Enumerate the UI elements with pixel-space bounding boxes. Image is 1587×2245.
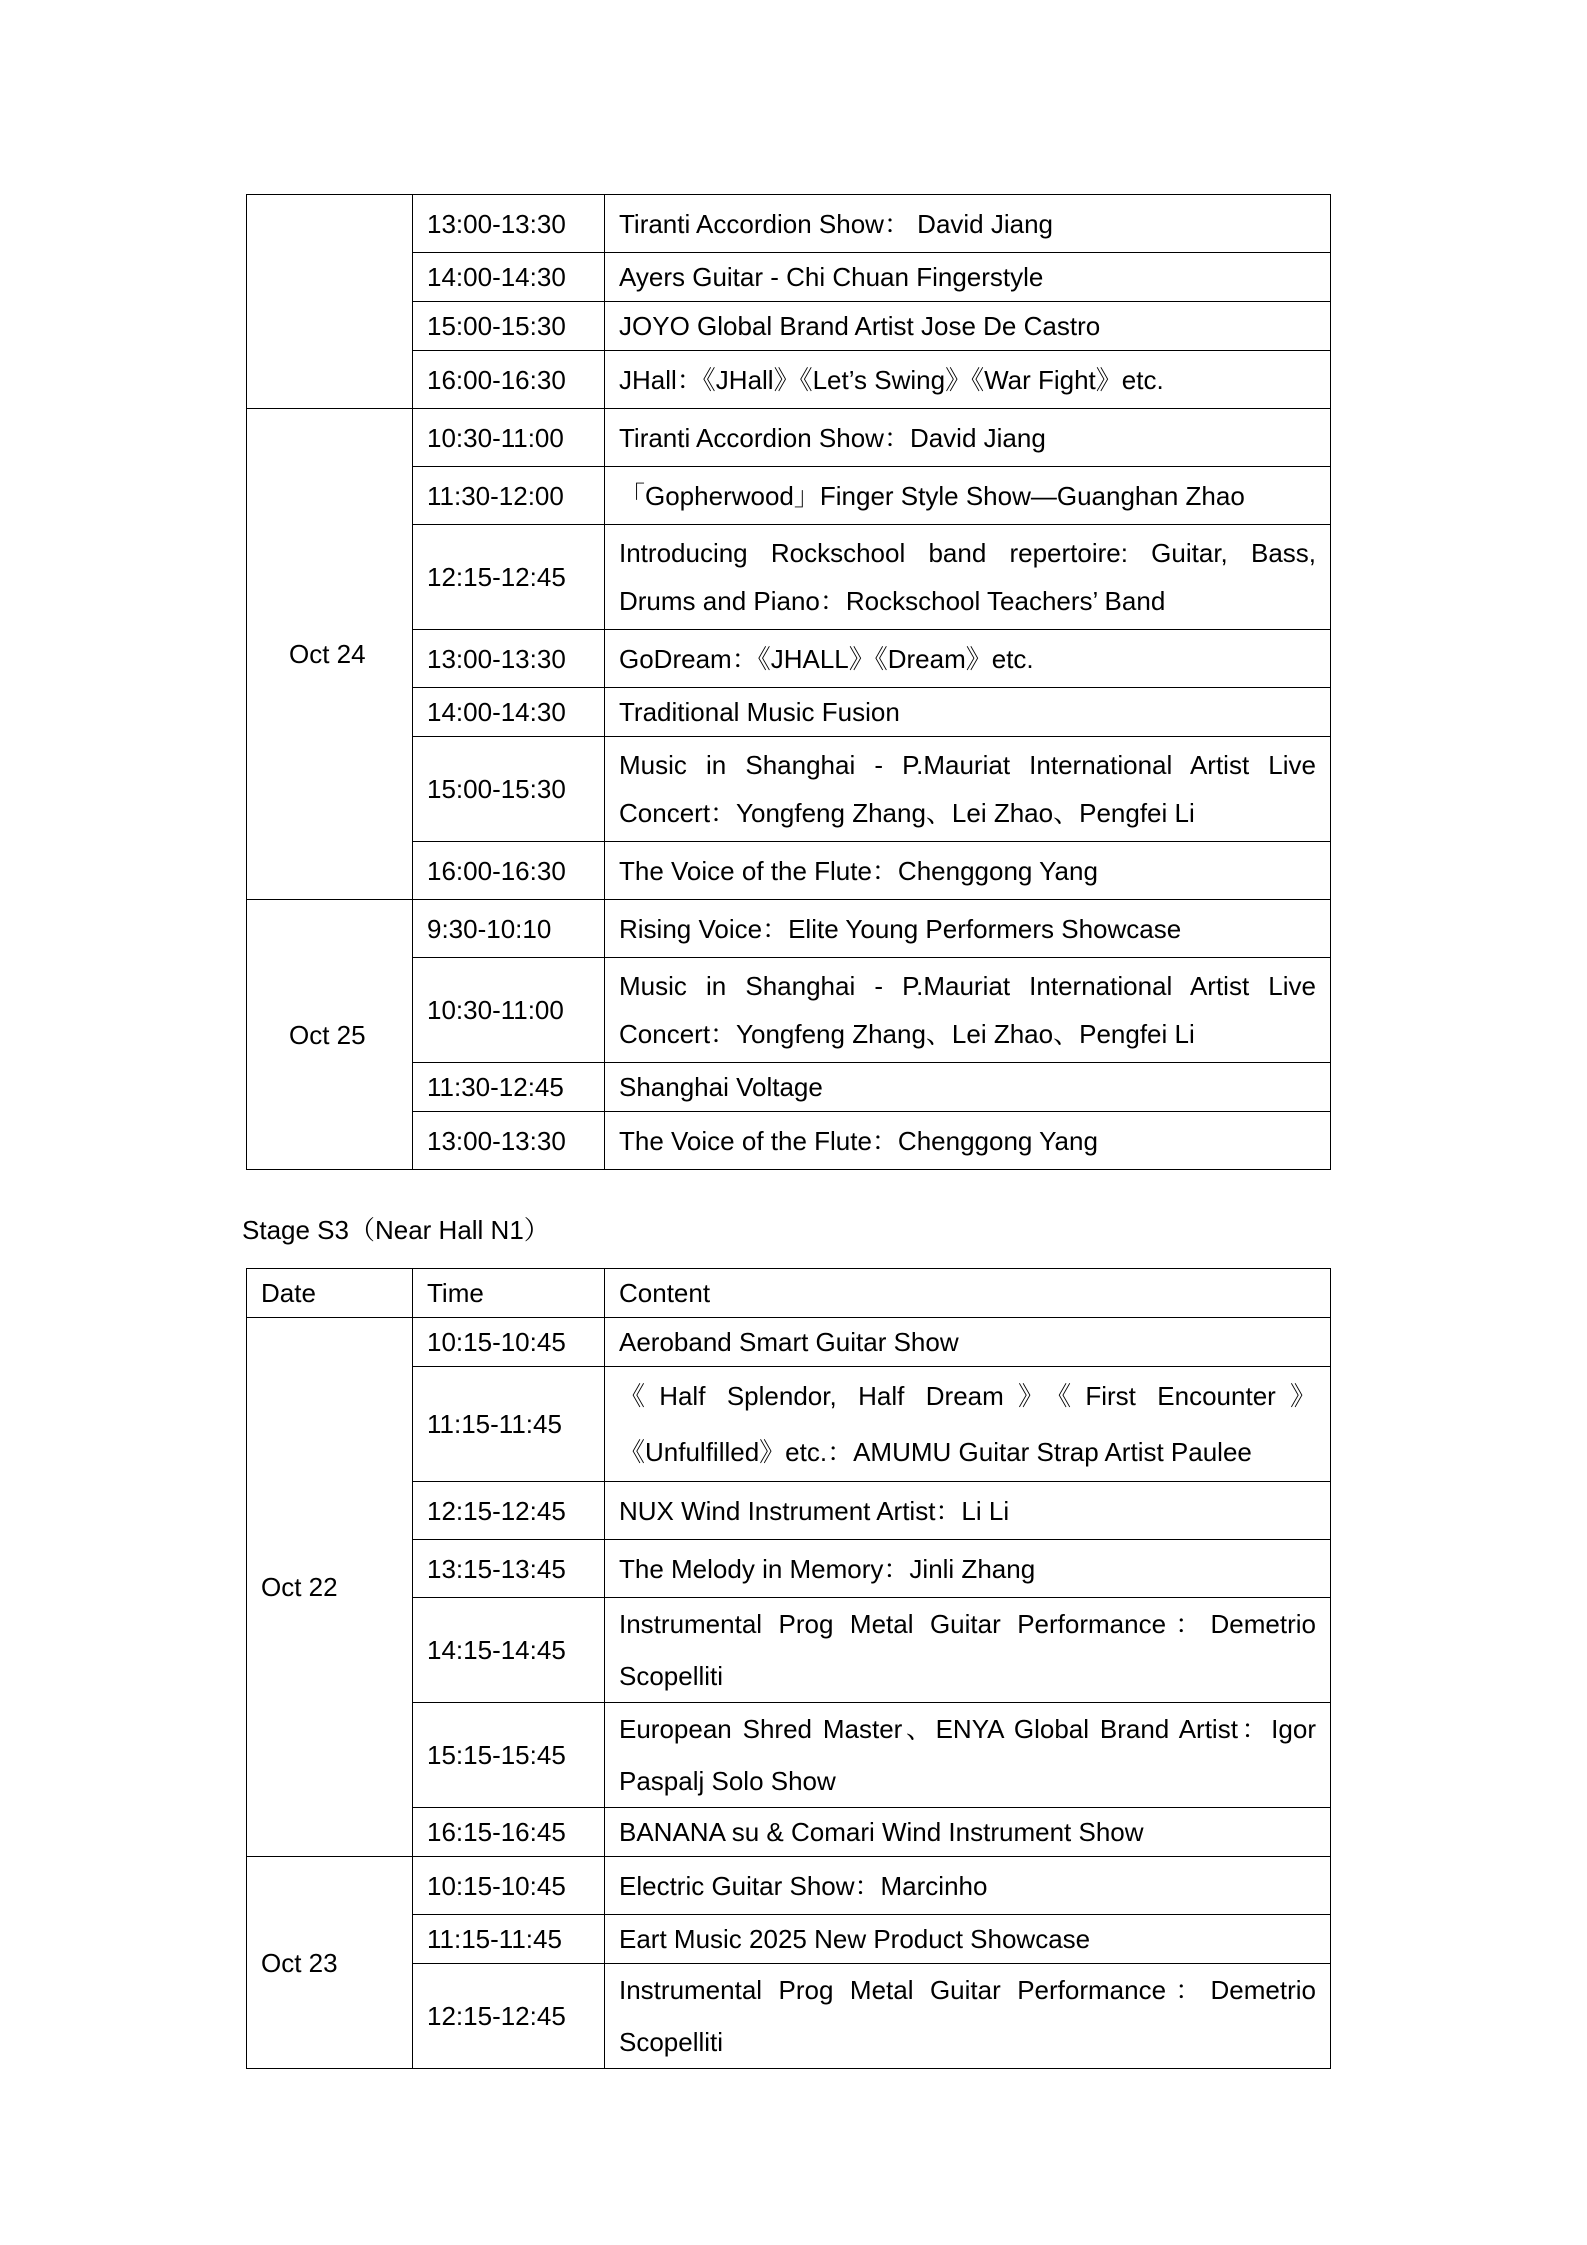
time-cell: 9:30-10:10 bbox=[413, 900, 605, 958]
content-cell: Music in Shanghai - P.Mauriat International Artist Live Concert：Yongfeng Zhang、Lei Zhao、Pengfei Li bbox=[605, 737, 1331, 842]
time-cell: 10:30-11:00 bbox=[413, 958, 605, 1063]
content-cell: Traditional Music Fusion bbox=[605, 688, 1331, 737]
content-cell: 《Half Splendor, Half Dream》《First Encounter》《Unfulfilled》etc.：AMUMU Guitar Strap Artist Paulee bbox=[605, 1367, 1331, 1482]
table-row bbox=[247, 1318, 1331, 1367]
time-cell: 12:15-12:45 bbox=[413, 525, 605, 630]
content-cell: The Voice of the Flute：Chenggong Yang bbox=[605, 1112, 1331, 1170]
content-cell: Ayers Guitar - Chi Chuan Fingerstyle bbox=[605, 253, 1331, 302]
header-content: Content bbox=[605, 1269, 1331, 1318]
time-cell: 16:00-16:30 bbox=[413, 842, 605, 900]
content-cell: Instrumental Prog Metal Guitar Performance：Demetrio Scopelliti bbox=[605, 1598, 1331, 1703]
time-cell: 15:00-15:30 bbox=[413, 737, 605, 842]
table-row bbox=[247, 1857, 1331, 1915]
date-cell: Oct 22 bbox=[247, 1318, 413, 1857]
content-cell: Electric Guitar Show：Marcinho bbox=[605, 1857, 1331, 1915]
content-cell: Introducing Rockschool band repertoire: Guitar, Bass, Drums and Piano：Rockschool Teachers’ Band bbox=[605, 525, 1331, 630]
content-cell: BANANA su & Comari Wind Instrument Show bbox=[605, 1808, 1331, 1857]
content-cell: Music in Shanghai - P.Mauriat International Artist Live Concert：Yongfeng Zhang、Lei Zhao、Pengfei Li bbox=[605, 958, 1331, 1063]
table-row bbox=[247, 195, 1331, 253]
content-cell: Aeroband Smart Guitar Show bbox=[605, 1318, 1331, 1367]
content-cell: European Shred Master、ENYA Global Brand Artist：Igor Paspalj Solo Show bbox=[605, 1703, 1331, 1808]
time-cell: 14:00-14:30 bbox=[413, 253, 605, 302]
content-cell: Shanghai Voltage bbox=[605, 1063, 1331, 1112]
content-cell: Instrumental Prog Metal Guitar Performance：Demetrio Scopelliti bbox=[605, 1964, 1331, 2069]
time-cell: 11:15-11:45 bbox=[413, 1915, 605, 1964]
time-cell: 11:30-12:45 bbox=[413, 1063, 605, 1112]
content-cell: Eart Music 2025 New Product Showcase bbox=[605, 1915, 1331, 1964]
date-cell: Oct 25 bbox=[247, 900, 413, 1170]
date-cell: Oct 23 bbox=[247, 1857, 413, 2069]
time-cell: 11:30-12:00 bbox=[413, 467, 605, 525]
content-cell: JHall：《JHall》《Let’s Swing》《War Fight》etc. bbox=[605, 351, 1331, 409]
header-date: Date bbox=[247, 1269, 413, 1318]
table-row bbox=[247, 900, 1331, 958]
date-cell: Oct 24 bbox=[247, 409, 413, 900]
time-cell: 10:15-10:45 bbox=[413, 1318, 605, 1367]
time-cell: 13:00-13:30 bbox=[413, 630, 605, 688]
time-cell: 10:30-11:00 bbox=[413, 409, 605, 467]
time-cell: 11:15-11:45 bbox=[413, 1367, 605, 1482]
content-cell: Tiranti Accordion Show：David Jiang bbox=[605, 409, 1331, 467]
time-cell: 13:00-13:30 bbox=[413, 1112, 605, 1170]
header-time: Time bbox=[413, 1269, 605, 1318]
stage-heading: Stage S3（Near Hall N1） bbox=[242, 1215, 550, 1245]
content-cell: The Melody in Memory：Jinli Zhang bbox=[605, 1540, 1331, 1598]
time-cell: 12:15-12:45 bbox=[413, 1482, 605, 1540]
schedule-table-stage-s3 bbox=[246, 1268, 1331, 2069]
content-cell: Tiranti Accordion Show： David Jiang bbox=[605, 195, 1331, 253]
time-cell: 13:00-13:30 bbox=[413, 195, 605, 253]
table-header-row bbox=[247, 1269, 1331, 1318]
time-cell: 12:15-12:45 bbox=[413, 1964, 605, 2069]
table-row bbox=[247, 409, 1331, 467]
time-cell: 16:00-16:30 bbox=[413, 351, 605, 409]
time-cell: 14:15-14:45 bbox=[413, 1598, 605, 1703]
time-cell: 15:15-15:45 bbox=[413, 1703, 605, 1808]
time-cell: 15:00-15:30 bbox=[413, 302, 605, 351]
schedule-table-upper bbox=[246, 194, 1331, 1170]
time-cell: 13:15-13:45 bbox=[413, 1540, 605, 1598]
time-cell: 10:15-10:45 bbox=[413, 1857, 605, 1915]
time-cell: 16:15-16:45 bbox=[413, 1808, 605, 1857]
content-cell: The Voice of the Flute：Chenggong Yang bbox=[605, 842, 1331, 900]
content-cell: NUX Wind Instrument Artist：Li Li bbox=[605, 1482, 1331, 1540]
content-cell: GoDream：《JHALL》《Dream》etc. bbox=[605, 630, 1331, 688]
time-cell: 14:00-14:30 bbox=[413, 688, 605, 737]
content-cell: JOYO Global Brand Artist Jose De Castro bbox=[605, 302, 1331, 351]
content-cell: Rising Voice：Elite Young Performers Showcase bbox=[605, 900, 1331, 958]
content-cell: 「Gopherwood」Finger Style Show—Guanghan Zhao bbox=[605, 467, 1331, 525]
date-cell bbox=[247, 195, 413, 409]
